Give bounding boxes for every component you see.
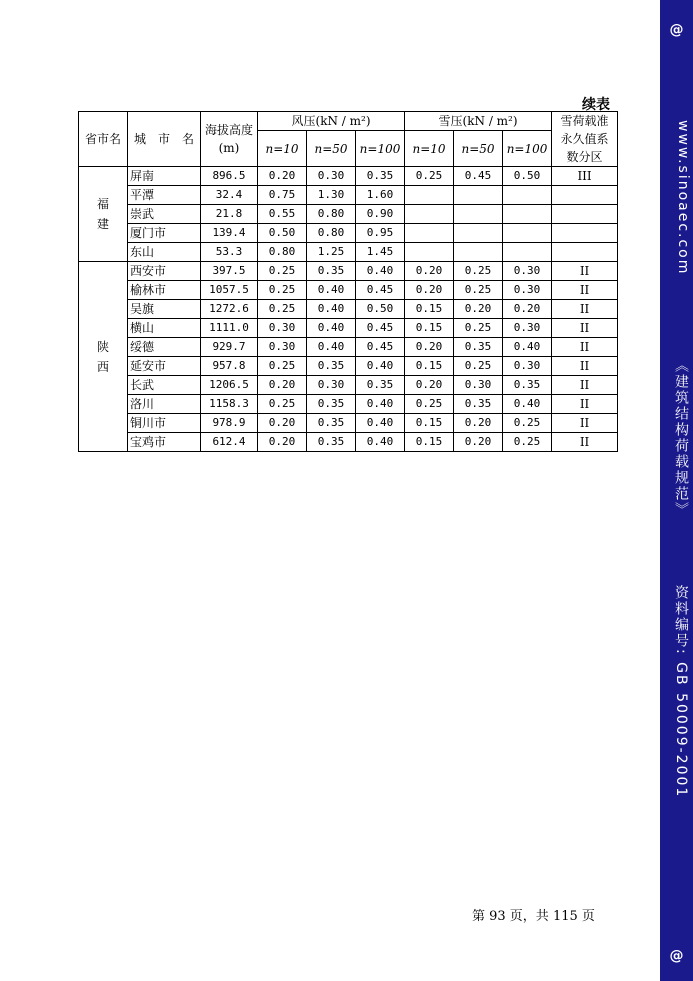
city-cell: 屏南 — [128, 167, 201, 186]
value-cell: 0.15 — [405, 300, 454, 319]
value-cell: 1.25 — [307, 243, 356, 262]
snow-zone-cell: II — [552, 414, 618, 433]
value-cell: 0.20 — [405, 281, 454, 300]
value-cell: 0.40 — [356, 262, 405, 281]
value-cell: 0.25 — [503, 433, 552, 452]
value-cell: 0.40 — [307, 319, 356, 338]
value-cell: 0.20 — [405, 376, 454, 395]
value-cell: 0.30 — [307, 376, 356, 395]
city-cell: 吴旗 — [128, 300, 201, 319]
value-cell: 0.40 — [356, 414, 405, 433]
header-wind-n100: n=100 — [356, 131, 405, 167]
header-altitude — [201, 112, 258, 167]
value-cell: 1.30 — [307, 186, 356, 205]
city-cell: 平潭 — [128, 186, 201, 205]
table-row — [79, 319, 618, 338]
value-cell: 0.20 — [503, 300, 552, 319]
value-cell: 0.25 — [454, 262, 503, 281]
value-cell: 0.40 — [356, 395, 405, 414]
value-cell: 0.95 — [356, 224, 405, 243]
table-body — [79, 167, 618, 452]
sidebar-book-title: 《建筑结构荷载规范》 — [673, 358, 689, 518]
value-cell: 1.45 — [356, 243, 405, 262]
value-cell: 0.25 — [405, 167, 454, 186]
snow-zone-cell — [552, 205, 618, 224]
value-cell: 0.35 — [454, 395, 503, 414]
value-cell: 0.20 — [405, 262, 454, 281]
table-row — [79, 300, 618, 319]
value-cell: 0.25 — [258, 281, 307, 300]
header-snow-zone-line3: 数分区 — [566, 150, 603, 164]
value-cell: 0.30 — [503, 281, 552, 300]
city-cell: 榆林市 — [128, 281, 201, 300]
at-symbol-top: @ — [669, 22, 684, 38]
value-cell — [503, 224, 552, 243]
value-cell: 397.5 — [201, 262, 258, 281]
header-snow-n100: n=100 — [503, 131, 552, 167]
snow-zone-cell — [552, 243, 618, 262]
snow-zone-cell — [552, 186, 618, 205]
value-cell: 0.25 — [258, 395, 307, 414]
value-cell: 0.50 — [258, 224, 307, 243]
value-cell: 0.80 — [307, 205, 356, 224]
snow-zone-cell: II — [552, 281, 618, 300]
header-altitude-unit: (m) — [218, 141, 240, 155]
city-cell: 宝鸡市 — [128, 433, 201, 452]
value-cell: 0.30 — [454, 376, 503, 395]
value-cell: 0.25 — [454, 319, 503, 338]
value-cell: 0.25 — [454, 281, 503, 300]
table-row — [79, 376, 618, 395]
value-cell: 0.40 — [356, 357, 405, 376]
sidebar-doc-number: 资料编号: GB 50009-2001 — [673, 585, 689, 799]
table-row — [79, 186, 618, 205]
value-cell: 0.35 — [307, 262, 356, 281]
table-row — [79, 167, 618, 186]
value-cell: 0.35 — [356, 167, 405, 186]
value-cell — [454, 186, 503, 205]
value-cell: 957.8 — [201, 357, 258, 376]
value-cell: 0.50 — [356, 300, 405, 319]
snow-zone-cell: II — [552, 319, 618, 338]
page-footer: 第 93 页，共 115 页 — [472, 909, 595, 924]
value-cell: 0.45 — [356, 281, 405, 300]
value-cell: 139.4 — [201, 224, 258, 243]
value-cell: 0.45 — [356, 319, 405, 338]
value-cell: 0.15 — [405, 433, 454, 452]
province-cell: 福 建 — [79, 167, 128, 262]
value-cell: 0.45 — [454, 167, 503, 186]
header-city: 城 市 名 — [128, 112, 201, 167]
snow-zone-cell: II — [552, 262, 618, 281]
value-cell: 1.60 — [356, 186, 405, 205]
value-cell: 0.40 — [356, 433, 405, 452]
value-cell: 0.20 — [258, 433, 307, 452]
value-cell: 929.7 — [201, 338, 258, 357]
table-row — [79, 357, 618, 376]
table-row — [79, 395, 618, 414]
value-cell: 0.15 — [405, 319, 454, 338]
value-cell: 896.5 — [201, 167, 258, 186]
value-cell: 0.35 — [307, 433, 356, 452]
value-cell: 0.35 — [454, 338, 503, 357]
value-cell: 32.4 — [201, 186, 258, 205]
value-cell: 1206.5 — [201, 376, 258, 395]
value-cell: 0.40 — [503, 395, 552, 414]
value-cell — [454, 243, 503, 262]
header-snow-n50: n=50 — [454, 131, 503, 167]
province-cell: 陕 西 — [79, 262, 128, 452]
header-snow-zone — [552, 112, 618, 167]
value-cell: 0.20 — [258, 376, 307, 395]
value-cell: 1158.3 — [201, 395, 258, 414]
table-row — [79, 224, 618, 243]
snow-zone-cell: II — [552, 433, 618, 452]
city-cell: 西安市 — [128, 262, 201, 281]
value-cell — [503, 205, 552, 224]
city-cell: 铜川市 — [128, 414, 201, 433]
city-cell: 长武 — [128, 376, 201, 395]
city-cell: 横山 — [128, 319, 201, 338]
table-row — [79, 414, 618, 433]
city-cell: 洛川 — [128, 395, 201, 414]
value-cell: 0.25 — [258, 262, 307, 281]
value-cell: 0.35 — [307, 357, 356, 376]
value-cell: 0.20 — [258, 167, 307, 186]
value-cell: 0.30 — [258, 319, 307, 338]
value-cell: 0.25 — [454, 357, 503, 376]
value-cell — [405, 205, 454, 224]
value-cell: 0.20 — [405, 338, 454, 357]
value-cell: 0.30 — [307, 167, 356, 186]
value-cell: 0.90 — [356, 205, 405, 224]
value-cell — [454, 205, 503, 224]
value-cell — [503, 243, 552, 262]
value-cell — [405, 243, 454, 262]
header-snow: 雪压(kN / m²) — [405, 112, 552, 131]
at-symbol-bottom: @ — [669, 948, 684, 964]
value-cell: 0.30 — [503, 262, 552, 281]
city-cell: 延安市 — [128, 357, 201, 376]
value-cell: 0.20 — [454, 414, 503, 433]
value-cell: 0.35 — [307, 395, 356, 414]
load-table — [78, 111, 618, 452]
value-cell: 0.30 — [258, 338, 307, 357]
value-cell: 1057.5 — [201, 281, 258, 300]
value-cell: 0.25 — [503, 414, 552, 433]
value-cell: 0.20 — [258, 414, 307, 433]
header-snow-n10: n=10 — [405, 131, 454, 167]
table-row — [79, 205, 618, 224]
value-cell: 0.75 — [258, 186, 307, 205]
value-cell — [405, 224, 454, 243]
value-cell: 0.25 — [405, 395, 454, 414]
value-cell — [405, 186, 454, 205]
value-cell: 0.40 — [307, 300, 356, 319]
value-cell: 612.4 — [201, 433, 258, 452]
value-cell: 0.80 — [258, 243, 307, 262]
value-cell: 0.50 — [503, 167, 552, 186]
header-altitude-label: 海拔高度 — [204, 123, 253, 137]
value-cell: 0.35 — [503, 376, 552, 395]
city-cell: 崇武 — [128, 205, 201, 224]
table-row — [79, 262, 618, 281]
value-cell: 0.30 — [503, 357, 552, 376]
value-cell: 21.8 — [201, 205, 258, 224]
value-cell: 0.40 — [503, 338, 552, 357]
value-cell: 0.30 — [503, 319, 552, 338]
value-cell: 0.80 — [307, 224, 356, 243]
table-row — [79, 338, 618, 357]
watermark-sidebar — [660, 0, 693, 981]
value-cell: 0.35 — [307, 414, 356, 433]
value-cell: 0.15 — [405, 357, 454, 376]
value-cell — [454, 224, 503, 243]
value-cell: 0.20 — [454, 300, 503, 319]
sidebar-website: www.sinoaec.com — [675, 120, 691, 276]
header-row-1 — [79, 112, 618, 131]
snow-zone-cell: III — [552, 167, 618, 186]
value-cell: 0.15 — [405, 414, 454, 433]
table-row — [79, 243, 618, 262]
city-cell: 绥德 — [128, 338, 201, 357]
value-cell: 0.35 — [356, 376, 405, 395]
snow-zone-cell: II — [552, 376, 618, 395]
header-snow-zone-line1: 雪荷载准 — [560, 114, 609, 128]
table-row — [79, 433, 618, 452]
snow-zone-cell: II — [552, 300, 618, 319]
value-cell: 0.25 — [258, 300, 307, 319]
value-cell: 53.3 — [201, 243, 258, 262]
value-cell: 978.9 — [201, 414, 258, 433]
header-wind-n50: n=50 — [307, 131, 356, 167]
value-cell: 0.40 — [307, 338, 356, 357]
snow-zone-cell: II — [552, 357, 618, 376]
header-province: 省市名 — [79, 112, 128, 167]
value-cell: 0.55 — [258, 205, 307, 224]
city-cell: 厦门市 — [128, 224, 201, 243]
table-row — [79, 281, 618, 300]
snow-zone-cell — [552, 224, 618, 243]
city-cell: 东山 — [128, 243, 201, 262]
value-cell: 1111.0 — [201, 319, 258, 338]
value-cell — [503, 186, 552, 205]
snow-zone-cell: II — [552, 395, 618, 414]
value-cell: 0.40 — [307, 281, 356, 300]
value-cell: 0.25 — [258, 357, 307, 376]
header-snow-zone-line2: 永久值系 — [560, 132, 609, 146]
value-cell: 0.20 — [454, 433, 503, 452]
value-cell: 1272.6 — [201, 300, 258, 319]
value-cell: 0.45 — [356, 338, 405, 357]
header-wind: 风压(kN / m²) — [258, 112, 405, 131]
header-wind-n10: n=10 — [258, 131, 307, 167]
continued-label: 续表 — [582, 97, 610, 113]
snow-zone-cell: II — [552, 338, 618, 357]
